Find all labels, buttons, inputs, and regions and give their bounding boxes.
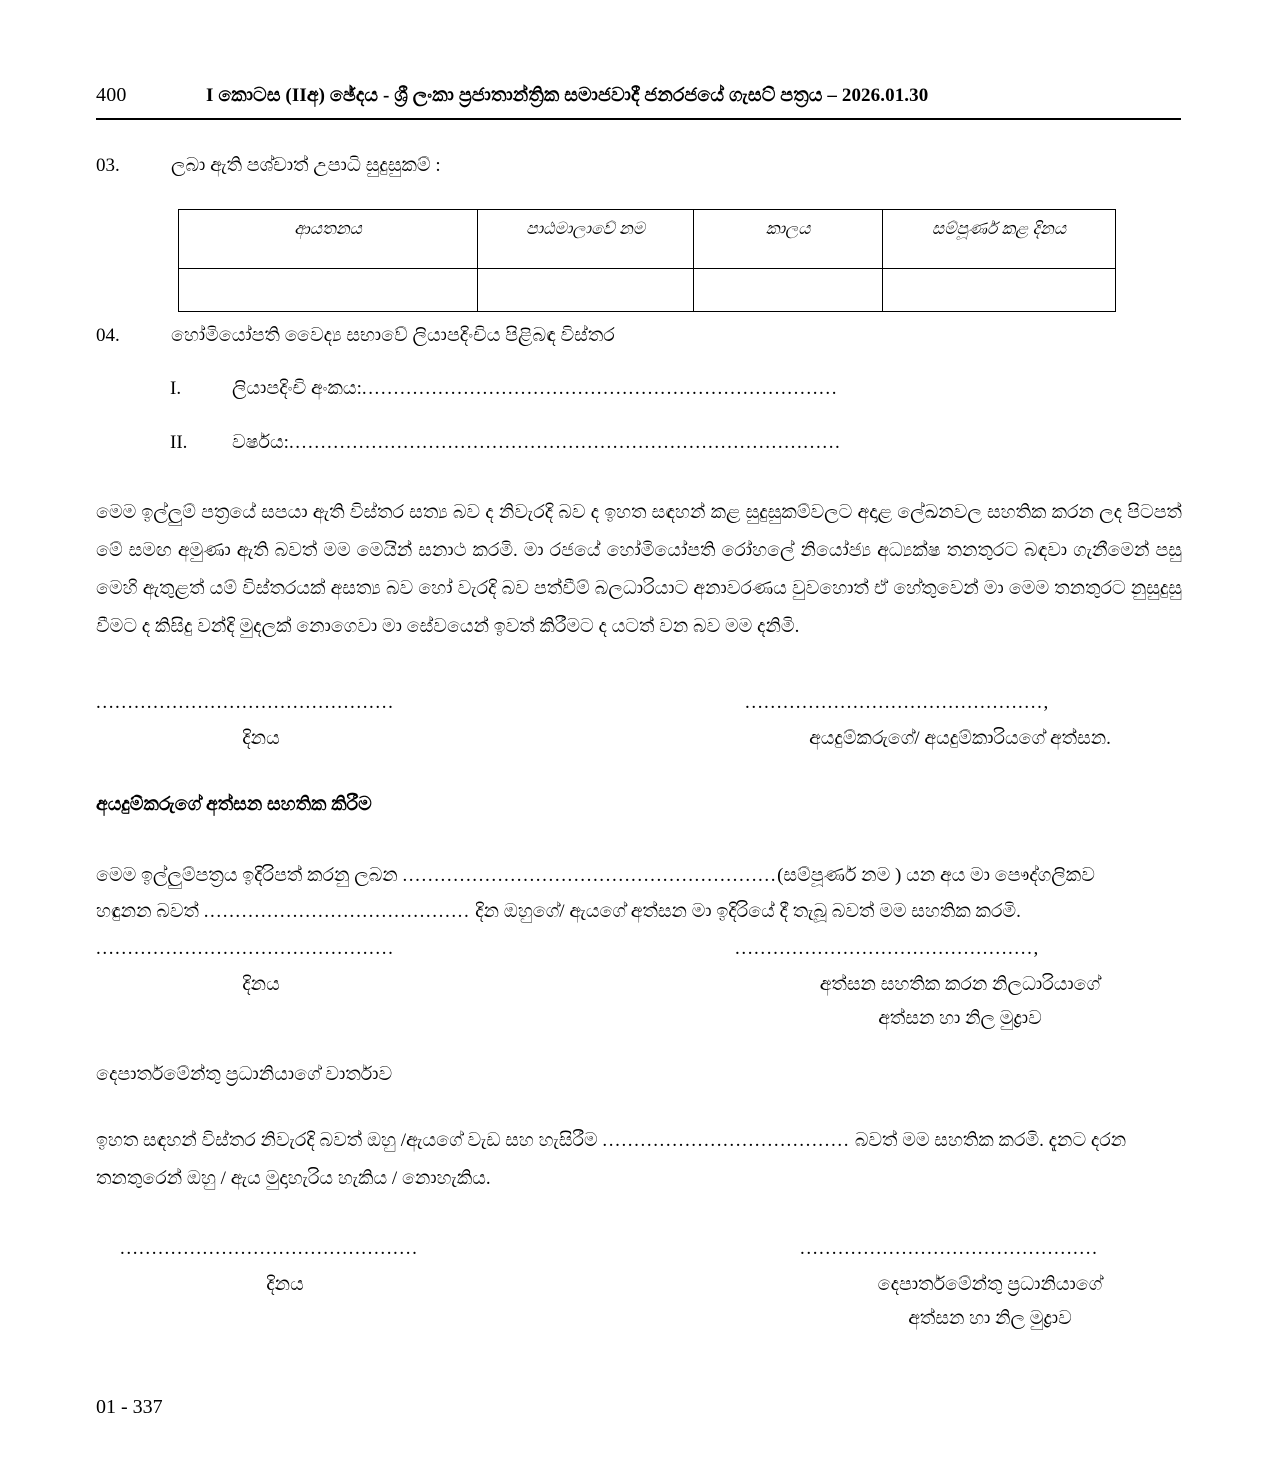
department-head-date-area <box>120 1234 450 1300</box>
header-divider <box>96 118 1181 120</box>
department-report-line1-before: ඉහත සඳහන් විස්තර නිවැරදි බවත් ඔහු /ඇයගේ වැඩ සහ හැසිරීම <box>96 1130 603 1151</box>
table-row <box>179 269 1116 312</box>
column-header-duration: කාලය <box>694 210 883 269</box>
department-head-signature-line[interactable]: ............................................... <box>800 1238 1099 1259</box>
attesting-officer-date-line[interactable]: ............................................... <box>96 938 395 959</box>
department-report-line1-after: බවත් මම සහතික කරමි. දැනට දරන <box>850 1130 1127 1151</box>
applicant-signature-line[interactable]: ..............................................., <box>745 692 1050 713</box>
page-number: 400 <box>96 84 127 106</box>
department-head-date-label: දිනය <box>266 1274 304 1295</box>
sub-item-i-text: ලියාපදිංචි අංකය: <box>232 378 362 399</box>
footer-code: 01 - 337 <box>96 1396 163 1418</box>
applicant-date-label: දිනය <box>242 728 280 749</box>
cell-completion-date[interactable] <box>883 269 1116 312</box>
table-header-row <box>179 210 1116 269</box>
applicant-signature-area <box>745 688 1175 754</box>
sub-item-i-label: I. <box>170 378 182 399</box>
sub-item-ii-dotted-field[interactable]: ....................................................................................... <box>288 432 842 453</box>
page-header <box>96 84 1181 107</box>
department-report-conduct-field[interactable]: ....................................... <box>602 1130 851 1151</box>
qualification-table <box>178 209 1116 312</box>
item-03-number: 03. <box>96 155 120 176</box>
department-report-line2: තනතුරෙන් ඔහු / ඇය මුදාහැරිය හැකිය / නොහැකිය. <box>96 1168 491 1189</box>
gazette-header-title: I කොටස (IIඅ) ඡේදය - ශ්‍රී ලංකා ප්‍රජාතාන්ත්‍රික සමාජවාදී ජනරජයේ ගැසට් පත්‍රය – 2026.01.30 <box>206 85 929 106</box>
item-03-text: ලබා ඇති පශ්චාත් උපාධි සුදුසුකම් : <box>171 155 441 176</box>
item-04-text: හෝමියෝපති වෛද්‍ය සභාවේ ලියාපදිංචිය පිළිබඳ විස්තර <box>171 325 615 346</box>
sub-item-i-dotted-field[interactable]: ........................................................................... <box>361 378 839 399</box>
department-head-date-line[interactable]: ............................................... <box>120 1238 419 1259</box>
item-04-sub-i <box>170 378 838 400</box>
sub-item-ii-label: II. <box>170 432 188 453</box>
department-head-label: දෙපාර්තමේන්තු ප්‍රධානියාගේ <box>877 1274 1103 1295</box>
column-header-completion-date: සම්පූර්ණ කළ දිනය <box>883 210 1116 269</box>
applicant-date-signature-area <box>96 688 426 754</box>
department-report-heading: දෙපාර්තමේන්තු ප්‍රධානියාගේ වාර්තාව <box>96 1064 393 1085</box>
department-report-paragraph <box>96 1122 1182 1198</box>
applicant-date-line[interactable]: ............................................... <box>96 692 395 713</box>
attesting-officer-seal-label: අත්සන හා නිල මුද්‍රාව <box>878 1008 1042 1029</box>
column-header-course-name: පාඨමාලාවේ නම <box>478 210 694 269</box>
cell-institution[interactable] <box>179 269 478 312</box>
item-03 <box>96 155 441 177</box>
attestation-date-field[interactable]: .......................................... <box>203 901 471 922</box>
attesting-officer-signature-area <box>735 934 1185 1034</box>
attestation-line2-after: දින ඔහුගේ/ ඇයගේ අත්සන මා ඉදිරියේ දී තැබූ බවත් මම සහතික කරමි. <box>470 901 1021 922</box>
department-head-seal-label: අත්සන හා නිල මුද්‍රාව <box>908 1308 1072 1329</box>
attestation-paragraph <box>96 858 1182 930</box>
attestation-name-field[interactable]: ........................................................... <box>402 865 778 886</box>
cell-course-name[interactable] <box>478 269 694 312</box>
sub-item-ii-text: වර්ෂය: <box>232 432 289 453</box>
attestation-line2-before: හඳුනන බවත් <box>96 901 204 922</box>
applicant-signature-label: අයදුම්කරුගේ/ අයදුම්කාරියගේ අත්සන. <box>809 728 1111 749</box>
item-04 <box>96 325 615 347</box>
attesting-officer-date-area <box>96 934 426 1000</box>
attestation-line1-after: (සම්පූර්ණ නම ) යන අය මා පෞද්ගලිකව <box>777 865 1095 886</box>
attestation-heading: අයදුම්කරුගේ අත්සන සහතික කිරීම <box>96 794 372 815</box>
declaration-paragraph: මෙම ඉල්ලුම් පත්‍රයේ සපයා ඇති විස්තර සත්‍ය බව ද නිවැරදි බව ද ඉහත සඳහන් කළ සුදුසුකම්වලට අදාළ ලේඛනවල සහතික කරන ලද පිටපත් මේ සමඟ අමුණා ඇති බවත් මම මෙයින් සනාථ කරමි. මා රජයේ හෝමියෝපති රෝහලේ නියෝජ්‍ය අධ්‍යක්ෂ තනතුරට බඳවා ගැනීමෙන් පසු මෙහි ඇතුළත් යම් විස්තරයක් අසත්‍ය බව හෝ වැරදි බව පත්වීම් බලධාරියාට අනාවරණය වුවහොත් ඒ හේතුවෙන් මා මෙම තනතුරට නුසුදුසු වීමට ද කිසිදු වන්දි මුදලක් නොගෙවා මා සේවයෙන් ඉවත් කිරීමට ද යටත් වන බව මම දනිමි. <box>96 502 1182 637</box>
department-head-signature-area <box>800 1234 1180 1334</box>
attesting-officer-date-label: දිනය <box>242 974 280 995</box>
attestation-line1-before: මෙම ඉල්ලුම්පත්‍රය ඉදිරිපත් කරනු ලබන <box>96 865 403 886</box>
attesting-officer-label: අත්සන සහතික කරන නිලධාරියාගේ <box>819 974 1101 995</box>
column-header-institution: ආයතනය <box>179 210 478 269</box>
item-04-number: 04. <box>96 325 120 346</box>
item-04-sub-ii <box>170 432 841 454</box>
attesting-officer-signature-line[interactable]: ..............................................., <box>735 938 1040 959</box>
cell-duration[interactable] <box>694 269 883 312</box>
